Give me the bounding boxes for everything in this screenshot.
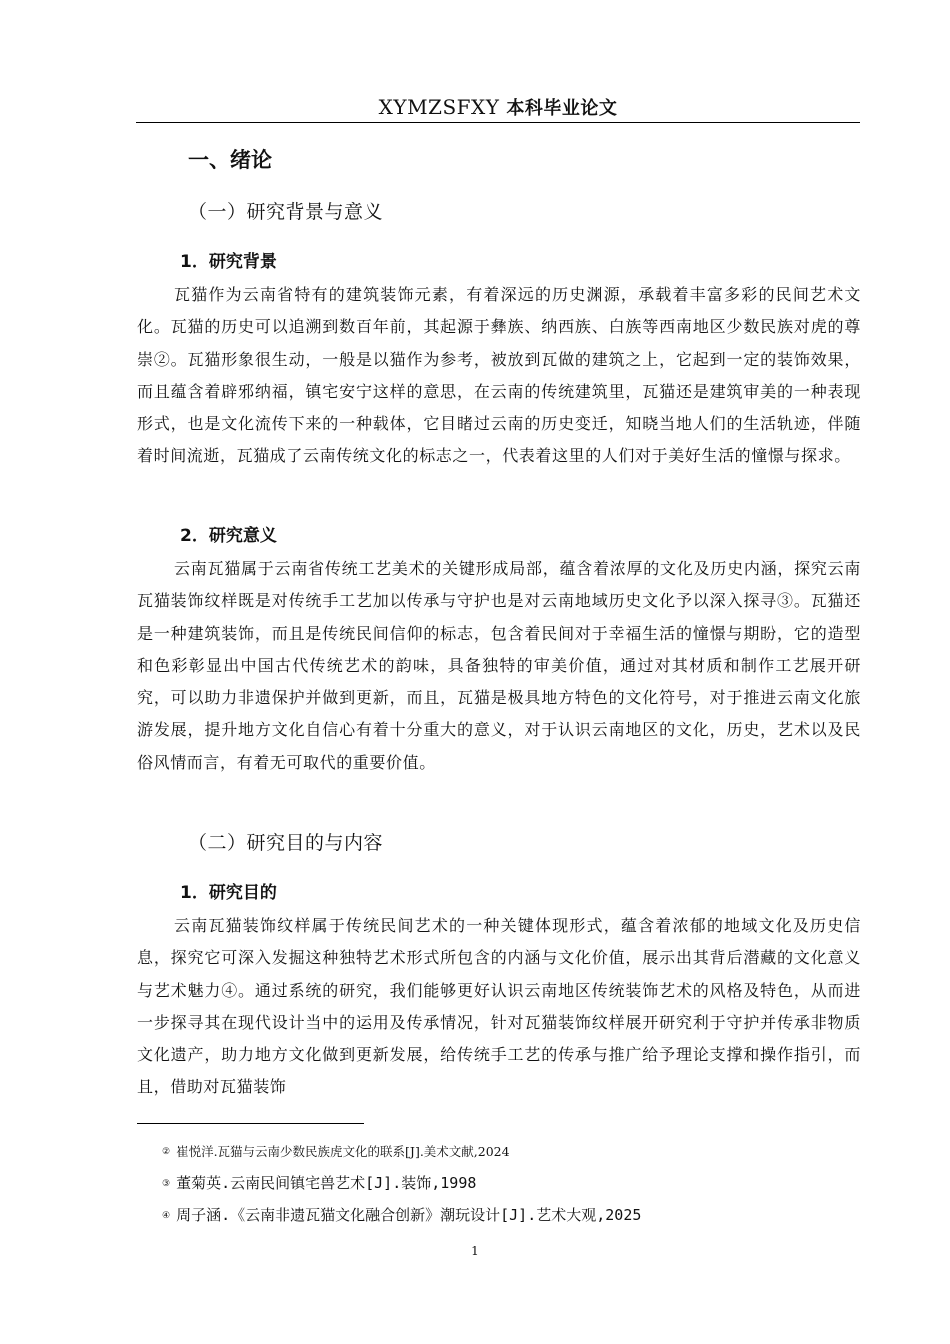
footnote-text: 董菊英.云南民间镇宅兽艺术[J].装饰,1998 (176, 1174, 477, 1192)
footnote-text: 周子涵.《云南非遗瓦猫文化融合创新》潮玩设计[J].艺术大观,2025 (176, 1206, 642, 1224)
page-number: 1 (471, 1244, 479, 1258)
subsection-heading-background: 1．研究背景 (180, 252, 277, 272)
header-latin: XYMZSFXY (378, 95, 500, 119)
footnote-mark: ③ (162, 1179, 171, 1189)
footnote-text: 崔悦洋.瓦猫与云南少数民族虎文化的联系[J].美术文献,2024 (176, 1144, 510, 1159)
chapter-title: 一、绪论 (188, 148, 272, 172)
footnote-mark: ④ (162, 1211, 171, 1221)
section-heading-background: （一）研究背景与意义 (188, 201, 384, 223)
subsection-heading-purpose: 1．研究目的 (180, 883, 277, 903)
footnote-4 (162, 1205, 641, 1226)
header-chinese: 本科毕业论文 (506, 98, 618, 119)
footnote-separator (137, 1123, 364, 1124)
footnote-mark: ② (162, 1147, 171, 1157)
footnote-3 (162, 1173, 476, 1194)
running-header (136, 92, 860, 123)
subsection-heading-significance: 2．研究意义 (180, 526, 277, 546)
paragraph-background: 瓦猫作为云南省特有的建筑装饰元素，有着深远的历史渊源，承载着丰富多彩的民间艺术文化。瓦猫的历史可以追溯到数百年前，其起源于彝族、纳西族、白族等西南地区少数民族对虎的尊崇②。瓦猫形象很生动，一般是以猫作为参考，被放到瓦做的建筑之上，它起到一定的装饰效果，而且蕴含着辟邪纳福，镇宅安宁这样的意思，在云南的传统建筑里，瓦猫还是建筑审美的一种表现形式，也是文化流传下来的一种载体，它目睹过云南的历史变迁，知晓当地人们的生活轨迹，伴随着时间流逝，瓦猫成了云南传统文化的标志之一，代表着这里的人们对于美好生活的憧憬与探求。 (137, 285, 861, 466)
paragraph-purpose: 云南瓦猫装饰纹样属于传统民间艺术的一种关键体现形式，蕴含着浓郁的地域文化及历史信息，探究它可深入发掘这种独特艺术形式所包含的内涵与文化价值，展示出其背后潜藏的文化意义与艺术魅力④。通过系统的研究，我们能够更好认识云南地区传统装饰艺术的风格及特色，从而进一步探寻其在现代设计当中的运用及传承情况，针对瓦猫装饰纹样展开研究利于守护并传承非物质文化遗产，助力地方文化做到更新发展，给传统手工艺的传承与推广给予理论支撑和操作指引，而且，借助对瓦猫装饰 (137, 916, 861, 1097)
footnote-2 (162, 1142, 510, 1162)
section-heading-purpose-content: （二）研究目的与内容 (188, 832, 384, 854)
paragraph-significance: 云南瓦猫属于云南省传统工艺美术的关键形成局部，蕴含着浓厚的文化及历史内涵，探究云南瓦猫装饰纹样既是对传统手工艺加以传承与守护也是对云南地域历史文化予以深入探寻③。瓦猫还是一种建筑装饰，而且是传统民间信仰的标志，包含着民间对于幸福生活的憧憬与期盼，它的造型和色彩彰显出中国古代传统艺术的韵味，具备独特的审美价值，通过对其材质和制作工艺展开研究，可以助力非遗保护并做到更新，而且，瓦猫是极具地方特色的文化符号，对于推进云南文化旅游发展，提升地方文化自信心有着十分重大的意义，对于认识云南地区的文化，历史，艺术以及民俗风情而言，有着无可取代的重要价值。 (137, 559, 861, 772)
